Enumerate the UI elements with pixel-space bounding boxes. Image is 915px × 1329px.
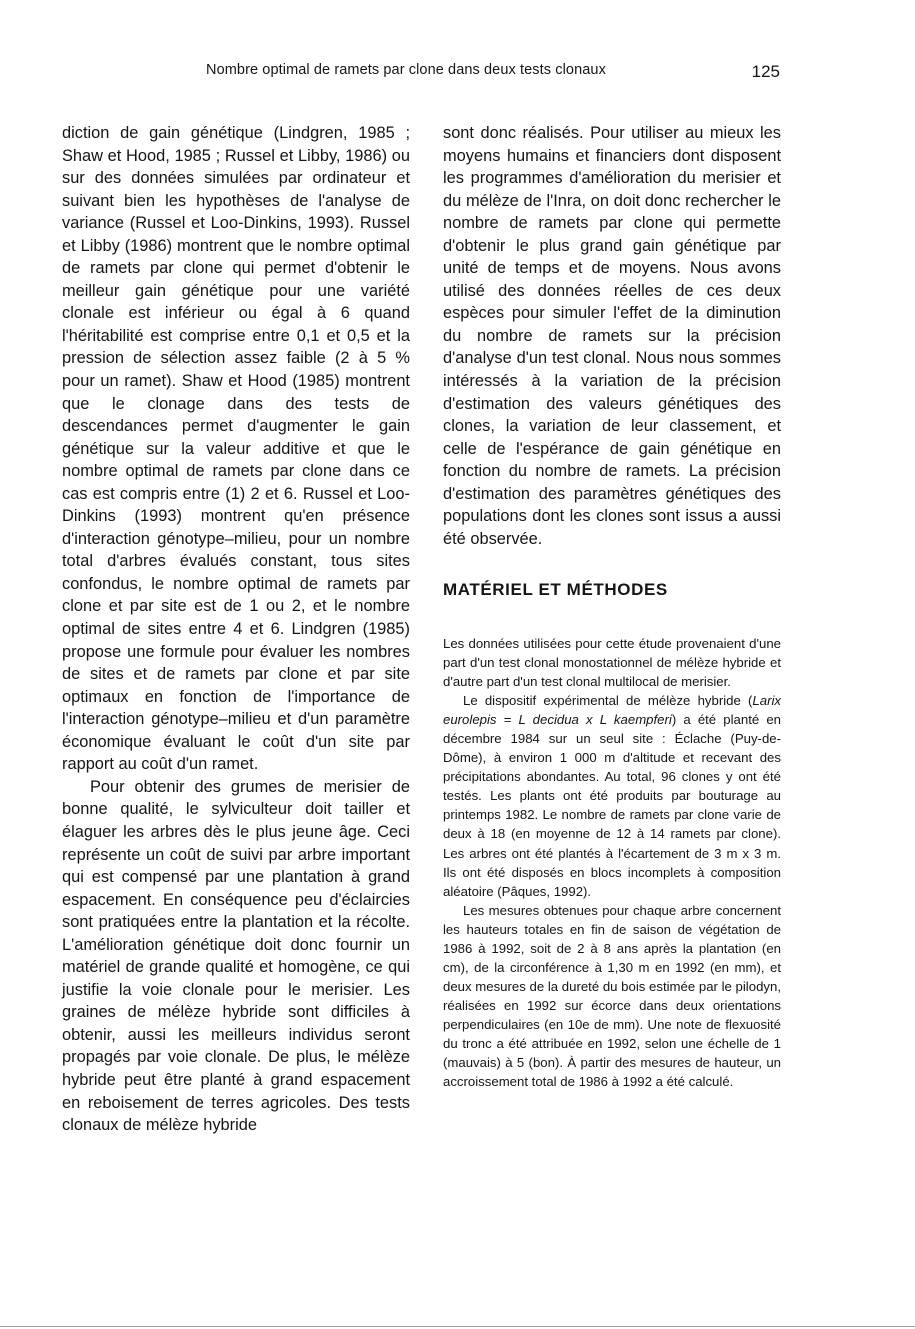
species-name-italic: Larix eurolepis = L decidua x L kaempferi <box>443 693 781 728</box>
page-bottom-rule <box>0 1326 915 1327</box>
section-heading: MATÉRIEL ET MÉTHODES <box>443 580 668 599</box>
left-column <box>62 122 410 1137</box>
running-title: Nombre optimal de ramets par clone dans deux tests clonaux <box>206 62 606 78</box>
methods-text <box>443 634 781 1091</box>
body-paragraph: sont donc réalisés. Pour utiliser au mieux les moyens humains et financiers dont disposent les programmes d'amélioration du merisier et du mélèze de l'Inra, on doit donc rechercher le nombre de ramets par clone qui permette d'obtenir le plus grand gain génétique par unité de temps et de moyens. Nous avons utilisé des données réelles de ces deux espèces pour simuler l'effet de la diminution du nombre de ramets sur la précision d'analyse d'un test clonal. Nous nous sommes intéressés à la variation de la précision d'estimation des valeurs génétiques des clones, la variation de leur classement, et celle de l'espérance de gain génétique en fonction du nombre de ramets. La précision d'estimation des paramètres génétiques des populations dont les clones sont issus a aussi été observée. <box>443 124 781 548</box>
page-number: 125 <box>751 62 780 81</box>
methods-paragraph: Les mesures obtenues pour chaque arbre concernent les hauteurs totales en fin de saison de végétation de 1986 à 1992, soit de 2 à 8 ans après la plantation (en cm), de la circonférence à 1,30 m en 1992 (en mm), et deux mesures de la dureté du bois estimée par le pilodyn, réalisées en 1992 sur écorce dans deux orientations perpendiculaires (en 10e de mm). Une note de flexuosité du tronc a été attribuée en 1992, selon une échelle de 1 (mauvais) à 5 (bon). À partir des mesures de hauteur, un accroissement total de 1986 à 1992 a été calculé. <box>443 902 781 1090</box>
running-header <box>60 62 780 86</box>
methods-text-run: Le dispositif expérimental de mélèze hybride ( <box>463 693 753 709</box>
methods-paragraph <box>443 691 781 901</box>
methods-text-run: ) a été planté en décembre 1984 sur un seul site : Éclache (Puy-de-Dôme), à environ 1 000 m d'altitude et recevant des précipitations abondantes. Au total, 96 clones y ont été testés. Les plants ont été produits par bouturage au printemps 1982. Le nombre de ramets par clone varie de deux à 18 (en moyenne de 12 à 14 ramets par clone). Les arbres ont été plantés à l'écartement de 3 m x 3 m. Ils ont été disposés en blocs incomplets à composition aléatoire (Pâques, 1992). <box>443 712 781 899</box>
methods-paragraph: Les données utilisées pour cette étude provenaient d'une part d'un test clonal monostationnel de mélèze hybride et d'autre part d'un test clonal multilocal de merisier. <box>443 636 781 690</box>
body-paragraph: Pour obtenir des grumes de merisier de bonne qualité, le sylviculteur doit tailler et élaguer les arbres dès le plus jeune âge. Ceci représente un coût de suivi par arbre important qui est compensé par une plantation à grand espacement. En conséquence peu d'éclaircies sont pratiquées entre la plantation et la récolte. L'amélioration génétique doit donc fournir un matériel de grande qualité et homogène, ce qui justifie la voie clonale pour le merisier. Les graines de mélèze hybride sont difficiles à obtenir, aussi les meilleurs individus seront propagés par voie clonale. De plus, le mélèze hybride peut être planté à grand espacement en reboisement de terres agricoles. Des tests clonaux de mélèze hybride <box>62 777 410 1135</box>
body-paragraph: diction de gain génétique (Lindgren, 1985 ; Shaw et Hood, 1985 ; Russel et Libby, 1986) ou sur des données simulées par ordinateur et suivant bien les hypothèses de l'analyse de variance (Russel et Loo-Dinkins, 1993). Russel et Libby (1986) montrent que le nombre optimal de ramets par clone qui permet d'obtenir le meilleur gain génétique pour une variété clonale est inférieur ou égal à 6 quand l'héritabilité est comprise entre 0,1 et 0,5 et la pression de sélection assez faible (2 à 5 % pour un ramet). Shaw et Hood (1985) montrent que le clonage dans des tests de descendances permet d'augmenter le gain génétique sur la valeur additive et que le nombre optimal de ramets par clone dans ce cas est compris entre (1) 2 et 6. Russel et Loo-Dinkins (1993) montrent qu'en présence d'interaction génotype–milieu, pour un nombre total d'arbres évalués constant, tous sites confondus, le nombre optimal de ramets par clone et par site est de 1 ou 2, et le nombre optimal de sites entre 4 et 6. Lindgren (1985) propose une formule pour évaluer les nombres de sites et de ramets par clone et par site optimaux en fonction de l'importance de l'interaction génotype–milieu et d'un paramètre économique évaluant le coût d'un site par rapport au coût d'un ramet. <box>62 124 410 774</box>
right-column-intro <box>443 122 781 550</box>
